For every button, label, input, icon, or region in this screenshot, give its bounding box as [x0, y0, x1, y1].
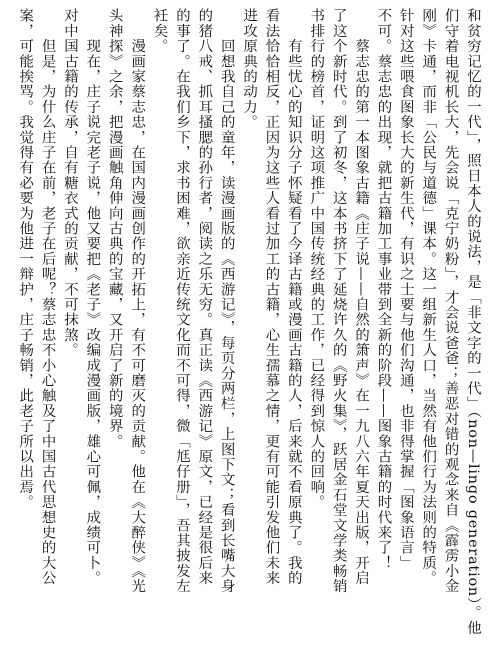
text-column: 有些忧心的知识分子怀疑看了今译古籍或漫画古籍的人，后来就不看原典了。我的	[285, 8, 302, 586]
text-column: 回想我自己的童年，读漫画版的《西游记》，每页分两栏，上图下文；看到长嘴大身	[218, 8, 235, 594]
text-column: 们守着电视机长大，先会说「克宁奶粉」，才会说爸爸；善恶对错的观念来自《霹雳小金	[442, 8, 459, 594]
text-column: 的猪八戒、抓耳搔腮的孙行者，阅读之乐无穷。真正读《西游记》原文，已经是很后来	[196, 8, 213, 586]
text-column: 蔡志忠的第一本图象古籍《庄子说——自然的箫声》在一九八六年夏天出版，开启	[353, 8, 370, 586]
text-column: 看法恰恰相反，正因为这些人看过加工的古籍，心生孺慕之情，更有可能引发他们未来	[263, 8, 280, 586]
text-column: 的事了。在我们乡下，求书困难，欲亲近传统文化而不可得，微「尪仔册」，吾其披发左	[173, 8, 190, 594]
text-column: 和贫穷记忆的一代」，照日本人的说法，是「非文字的一代」（non—lingo generation）。他	[465, 8, 481, 636]
text-column: 案，可能挨骂。我觉得有必要为他进一辩护，庄子畅销，此老子所以出焉。	[17, 8, 34, 510]
text-column: 对中国古籍的传承，自有糖衣式的贡献，不可抹煞。	[61, 8, 78, 358]
text-column: 了这个新时代。到了初冬，这本书挤下了延烧许久的《野火集》，跃居金石堂文学类畅销	[330, 8, 347, 594]
text-column: 不可。蔡志忠的出现，就把古籍加工事业带到全新的阶段——图象古籍的时代来了！	[375, 8, 392, 571]
text-column: 头神探》之余，把漫画触角伸向古典的宝藏，又开启了新的境界。	[106, 8, 123, 449]
text-column: 但是，为什么庄子在前，老子在后呢？蔡志忠不小心触及了中国古代思想史的大公	[39, 8, 56, 586]
text-column: 刚》卡通，而非「公民与道德」课本。这一组新生人口，当然有他们行为法则的特质。	[420, 8, 437, 586]
text-column: 针对这些喂食图象长大的新生代，有识之士要与他们沟通，也非得掌握「图象语言」	[397, 8, 414, 571]
text-column: 进攻原典的动力。	[241, 8, 258, 130]
text-column: 书排行的榜首，证明这项推广中国传统经典的工作，已经得到惊人的回响。	[308, 8, 325, 510]
text-column: 衽矣。	[151, 8, 168, 54]
text-column: 现在，庄子说完老子说，他又要把《老子》改编成漫画版，雄心可佩，成绩可卜。	[84, 8, 101, 586]
text-column: 漫画家蔡志忠，在国内漫画创作的开拓上，有不可磨灭的贡献。他在《大醉侠》《光	[129, 8, 146, 594]
